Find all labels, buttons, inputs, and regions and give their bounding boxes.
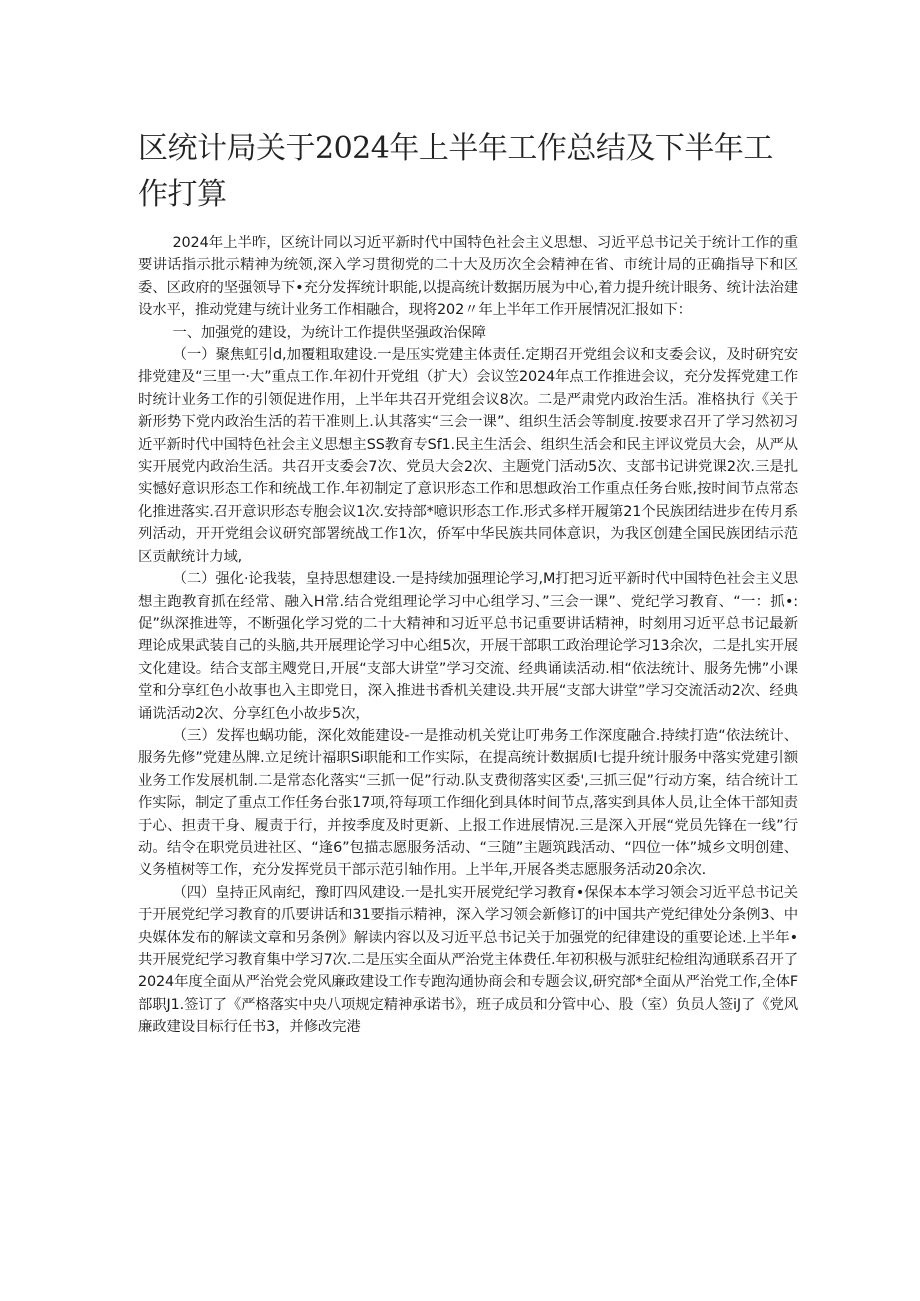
paragraph-1-4: （四）皇持正风南纪，豫盯四风建设.一是扎实开展党纪学习教育•保保本本学习领会习近平总书记关于开展党纪学习教育的爪要讲话和31要指示精神，深入学习领会新修订的i中国共产党纪律处分条例3、中央媒体发布的解读文章和另条例》解读内容以及习近平总书记关于加强党的纪律建设的重要论述.上半年•共开展党纪学习教育集中学习7次.二是压实全面从严治党主体费任.年初积极与派驻纪检组沟通联系召开了2024年度全面从严治党会党风廉政建设工作专跑沟通协商会和专题会议,研究部*全面从严治党工作,全体F部职J1.签订了《严格落实中央八项规定精神承诺书》，班子成员和分管中心、股（室）负员人签iJ了《党风廉政建设目标行任书3，并修改完港	[138, 884, 798, 1036]
paragraph-1-3: （三）发挥也蜗功能，深化效能建设-一是推动机关党让叮弗务工作深度融合.持续打造“依法统计、服务先修”党建丛牌.立足统计福职Si职能和工作实际，在提高统计数据质I七提升统计服务中落实党建引额业务工作发展机制.二是常态化落实“三抓一促”行动.队支费彻落实区委',三抓三促”行动方案，结合统计工作实际，制定了重点工作任务台张17项,符每项工作细化到具体时间节点,落实到具体人员,让全体干部知责于心、担责干身、履责于行，并按季度及时更新、上报工作进展情况.三是深入开展“党员先锋在一线”行动。结令在职党员进社区、“逢6”包描志愿服务活动、“三随”主题筑践活动、“四位一体”城乡文明创建、义务植树等工作，充分发挥党员干部示范引轴作用。上半年,开展各类志愿服务活动20余次.	[138, 727, 798, 879]
intro-paragraph: 2024年上半昨，区统计同以习近平新时代中国特色社会主义思想、习近平总书记关于统计工作的重要讲话指示批示精神为统领,深入学习贯彻党的二十大及历次全会精神在省、市统计局的正确指导下和区委、区政府的坚强领导下•充分发挥统计职能,以提高统计数据历展为中心,着力提升统计眼务、统计法治建设水平，推动党建与统计业务工作相融合，现将202〃年上半年工作开展情况汇报如下：	[138, 235, 798, 319]
document-title: 区统计局关于2024年上半年工作总结及下半年工作打算	[138, 131, 773, 212]
paragraph-1-1: （一）聚焦虹引d,加覆粗取建设.一是压实党建主体责任.定期召开党组会议和支委会议，及时研究安排党建及“三里一·大”重点工作.年初什开党组（扩大）会议笠2024年点工作推进会议，充分发挥党建工作时统计业务工作的引领促进作用，上半年共召开党组会议8次。二是严肃党内政治生活。准格执行《关于新形势下党内政治生活的若干准则上.认其落实“三会一课”、组织生活会等制度.按要求召开了学习然初习近平新时代中国特色社会主义思想主SS教育专Sf1.民主生活会、组织生活会和民主评议党员大会，从严从实开展党内政治生活。共召开支委会7次、党员大会2次、主题党门活动5次、支部书记讲党课2次.三是扎实憾好意识形态工作和统战工作.年初制定了意识形态工作和思想政治工作重点任务台账,按时间节点常态化推进落实.召开意识形态专胞会议1次.安持部*噫识形态工作.形式多样开履第21个民族团结进步在传月系列活动，开开党组会议研究部署统战工作1次，侨军中华民族共同体意识，为我区创建全国民族团结示范区贡献统计力域,	[138, 347, 798, 565]
document-body	[138, 232, 798, 1039]
section-heading-1: 一、加强党的建设，为统计工作提供坚强政治保障	[172, 324, 486, 341]
paragraph-1-2: （二）强化·论我装，皇持思想建设.一是持续加强理论学习,M打把习近平新时代中国特色社会主义思想主跑教育抓在经常、融入H常.结合党组理论学习中心组学习、”三会一课”、党纪学习教育、“一：抓•:促”纵深推进等，不断强化学习党的二十大精神和习近平总书记重要讲话精神，时刻用习近平总书记最新理论成果武装自己的头脑,共开展理论学习中心组5次，开展干部职工政治理论学习13余次，二是扎实开展文化建设。结合支部主飕党日,开展“支部大讲堂”学习交流、经典诵读活动.相“依法统计、服务先怫”小课堂和分享红色小故事也入主即党日，深入推进书香机关建设.共开展“支部大讲堂”学习交流活动2次、经典诵诜活动2次、分享红色小故步5次，	[138, 571, 798, 722]
